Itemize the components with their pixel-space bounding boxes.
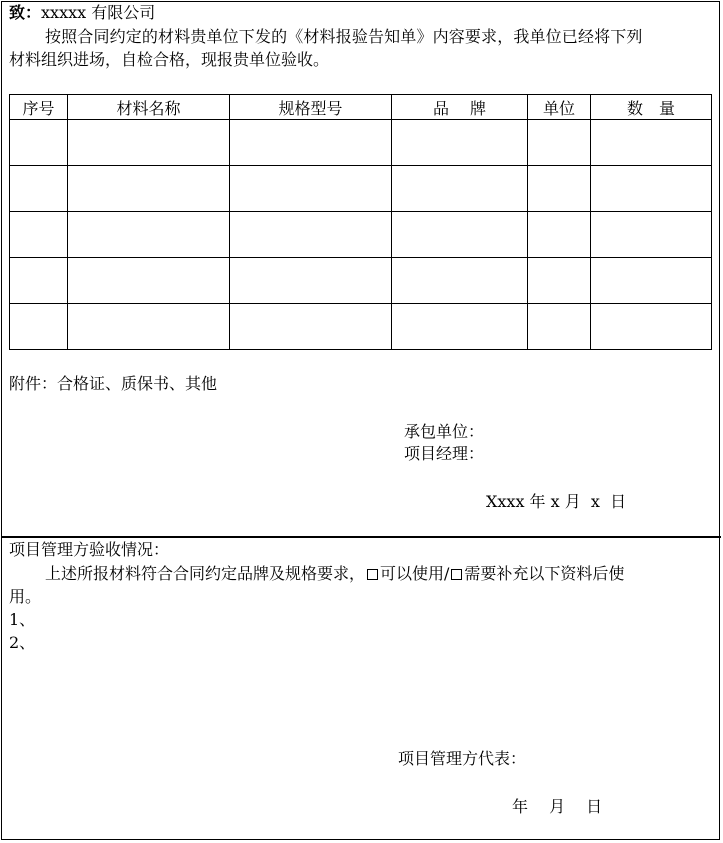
manager-rep-label: 项目管理方代表： xyxy=(398,749,527,768)
col-header-index: 序号 xyxy=(10,95,68,120)
table-cell[interactable] xyxy=(591,258,712,304)
table-cell[interactable] xyxy=(230,212,392,258)
col-header-unit: 单位 xyxy=(528,95,591,120)
col-header-quantity: 数 量 xyxy=(591,95,712,120)
table-cell[interactable] xyxy=(528,212,591,258)
review-item-1: 1、 xyxy=(9,610,36,629)
table-row xyxy=(10,258,712,304)
table-cell[interactable] xyxy=(68,304,230,350)
table-cell[interactable] xyxy=(392,258,528,304)
col-header-brand: 品 牌 xyxy=(392,95,528,120)
contractor-label: 承包单位： xyxy=(404,422,485,441)
table-cell[interactable] xyxy=(10,120,68,166)
table-cell[interactable] xyxy=(392,166,528,212)
recipient-line xyxy=(9,3,155,23)
review-title: 项目管理方验收情况： xyxy=(9,540,170,559)
project-manager-label: 项目经理： xyxy=(404,444,485,463)
section-divider xyxy=(1,536,721,538)
table-cell[interactable] xyxy=(10,166,68,212)
table-cell[interactable] xyxy=(230,120,392,166)
table-header-row xyxy=(10,95,712,120)
table-row xyxy=(10,120,712,166)
table-cell[interactable] xyxy=(392,212,528,258)
checkbox-need-docs[interactable] xyxy=(451,569,462,580)
col-header-spec: 规格型号 xyxy=(230,95,392,120)
table-row xyxy=(10,304,712,350)
intro-line-1: 按照合同约定的材料贵单位下发的《材料报验告知单》内容要求，我单位已经将下列 xyxy=(45,27,643,46)
table-cell[interactable] xyxy=(10,212,68,258)
table-cell[interactable] xyxy=(68,212,230,258)
table-cell[interactable] xyxy=(230,258,392,304)
intro-line-2: 材料组织进场，自检合格，现报贵单位验收。 xyxy=(9,50,330,69)
review-statement xyxy=(45,564,624,584)
table-cell[interactable] xyxy=(230,166,392,212)
option-usable-label: 可以使用/ xyxy=(380,564,450,583)
table-cell[interactable] xyxy=(528,120,591,166)
review-statement-text: 上述所报材料符合合同约定品牌及规格要求， xyxy=(45,564,366,583)
table-cell[interactable] xyxy=(528,258,591,304)
table-cell[interactable] xyxy=(591,120,712,166)
submission-date: Xxxx 年 x 月 x 日 xyxy=(486,492,627,511)
review-item-2: 2、 xyxy=(9,633,36,652)
table-cell[interactable] xyxy=(68,166,230,212)
checkbox-usable[interactable] xyxy=(367,569,378,580)
table-cell[interactable] xyxy=(392,304,528,350)
review-date: 年 月 日 xyxy=(512,797,603,816)
table-cell[interactable] xyxy=(68,258,230,304)
table-cell[interactable] xyxy=(10,304,68,350)
recipient-company: xxxxx 有限公司 xyxy=(41,3,156,22)
table-cell[interactable] xyxy=(591,166,712,212)
option-need-docs-label: 需要补充以下资料后使 xyxy=(464,564,625,583)
materials-table xyxy=(9,94,712,350)
table-cell[interactable] xyxy=(10,258,68,304)
table-cell[interactable] xyxy=(528,166,591,212)
review-statement-end: 用。 xyxy=(9,587,42,606)
table-row xyxy=(10,166,712,212)
table-cell[interactable] xyxy=(528,304,591,350)
table-cell[interactable] xyxy=(591,304,712,350)
table-cell[interactable] xyxy=(230,304,392,350)
to-label: 致： xyxy=(9,3,42,22)
table-cell[interactable] xyxy=(68,120,230,166)
table-cell[interactable] xyxy=(591,212,712,258)
table-cell[interactable] xyxy=(392,120,528,166)
table-row xyxy=(10,212,712,258)
attachments-line: 附件：合格证、质保书、其他 xyxy=(9,374,218,393)
col-header-material-name: 材料名称 xyxy=(68,95,230,120)
